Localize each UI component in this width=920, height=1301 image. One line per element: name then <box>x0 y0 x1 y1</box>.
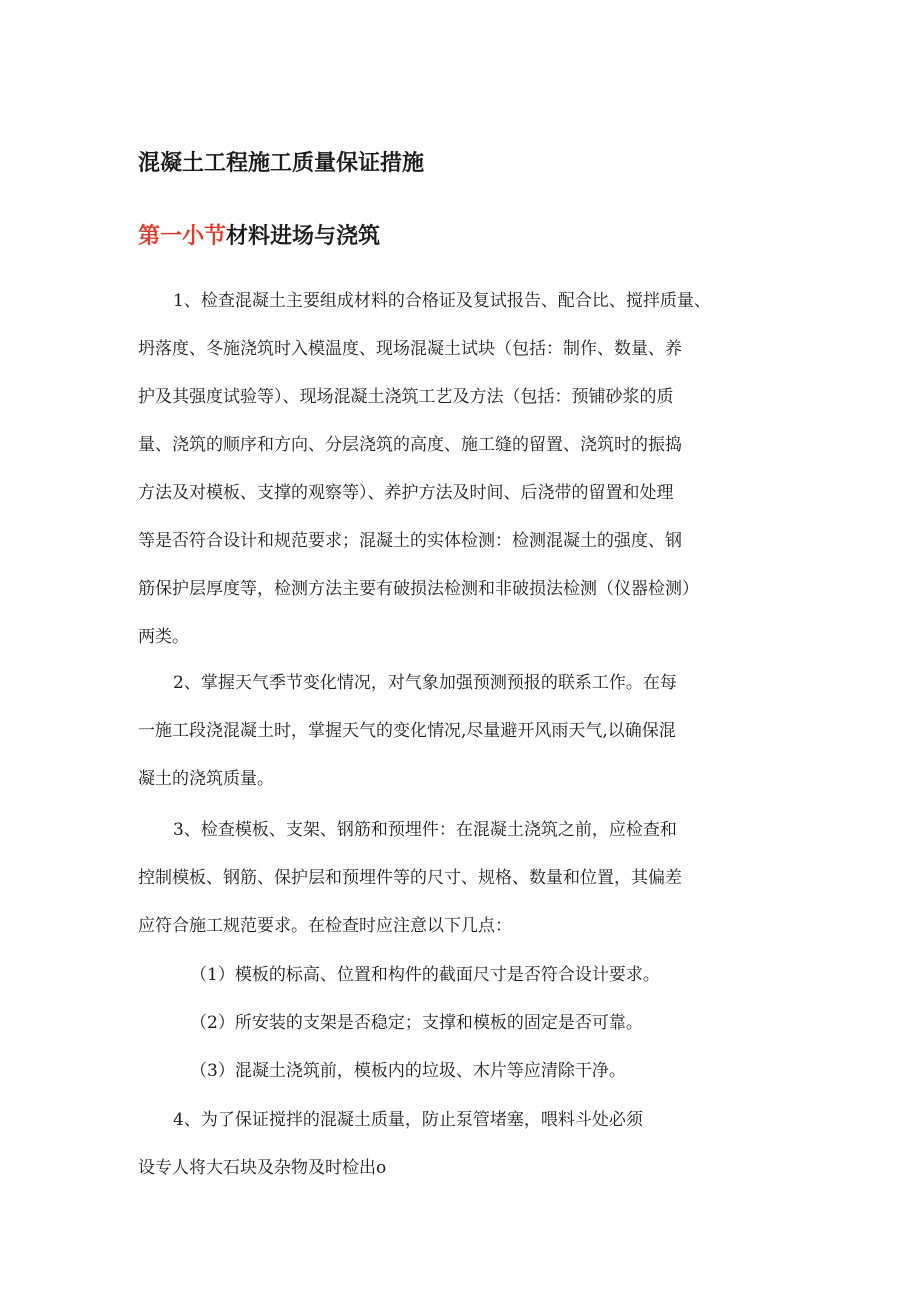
checklist-item: （3）混凝土浇筑前，模板内的垃圾、木片等应清除干净。 <box>190 1061 626 1081</box>
paragraph-line: 凝土的浇筑质量。 <box>138 769 274 789</box>
paragraph-line: 2、掌握天气季节变化情况，对气象加强预测预报的联系工作。在每 <box>173 673 677 693</box>
paragraph-line: 3、检查模板、支架、钢筋和预埋件：在混凝土浇筑之前，应检查和 <box>173 820 677 840</box>
paragraph-line: 筋保护层厚度等，检测方法主要有破损法检测和非破损法检测（仪器检测） <box>138 579 699 599</box>
paragraph-line: 4、为了保证搅拌的混凝土质量，防止泵管堵塞，喂料斗处必须 <box>173 1110 643 1130</box>
checklist-item: （1）模板的标高、位置和构件的截面尺寸是否符合设计要求。 <box>190 965 660 985</box>
paragraph-line: 量、浇筑的顺序和方向、分层浇筑的高度、施工缝的留置、浇筑时的振捣 <box>138 435 682 455</box>
paragraph-line: 应符合施工规范要求。在检查时应注意以下几点： <box>138 916 512 936</box>
paragraph-line: 等是否符合设计和规范要求；混凝土的实体检测：检测混凝土的强度、钢 <box>138 531 682 551</box>
paragraph-line: 控制模板、钢筋、保护层和预埋件等的尺寸、规格、数量和位置，其偏差 <box>138 868 682 888</box>
paragraph-2 <box>138 659 798 803</box>
paragraph-3 <box>138 806 798 950</box>
document-title: 混凝土工程施工质量保证措施 <box>138 150 425 176</box>
paragraph-line: 两类。 <box>138 627 189 647</box>
paragraph-4-continuation: 设专人将大石块及杂物及时检出o <box>138 1158 387 1178</box>
paragraph-line: 坍落度、冬施浇筑时入模温度、现场混凝土试块（包括：制作、数量、养 <box>138 339 682 359</box>
paragraph-line: 护及其强度试验等）、现场混凝土浇筑工艺及方法（包括：预铺砂浆的质 <box>138 387 674 407</box>
section-number: 第一小节 <box>138 223 227 249</box>
paragraph-line: 1、检查混凝土主要组成材料的合格证及复试报告、配合比、搅拌质量、 <box>173 291 711 311</box>
paragraph-4 <box>138 1096 798 1144</box>
section-heading <box>138 219 380 250</box>
checklist-item: （2）所安装的支架是否稳定；支撑和模板的固定是否可靠。 <box>190 1013 643 1033</box>
checklist <box>138 951 798 1095</box>
section-title: 材料进场与浇筑 <box>226 223 381 249</box>
paragraph-line: 方法及对模板、支撑的观察等）、养护方法及时间、后浇带的留置和处理 <box>138 483 674 503</box>
paragraph-1 <box>138 277 798 661</box>
paragraph-line: 一施工段浇混凝土时，掌握天气的变化情况,尽量避开风雨天气,以确保混 <box>138 721 676 741</box>
